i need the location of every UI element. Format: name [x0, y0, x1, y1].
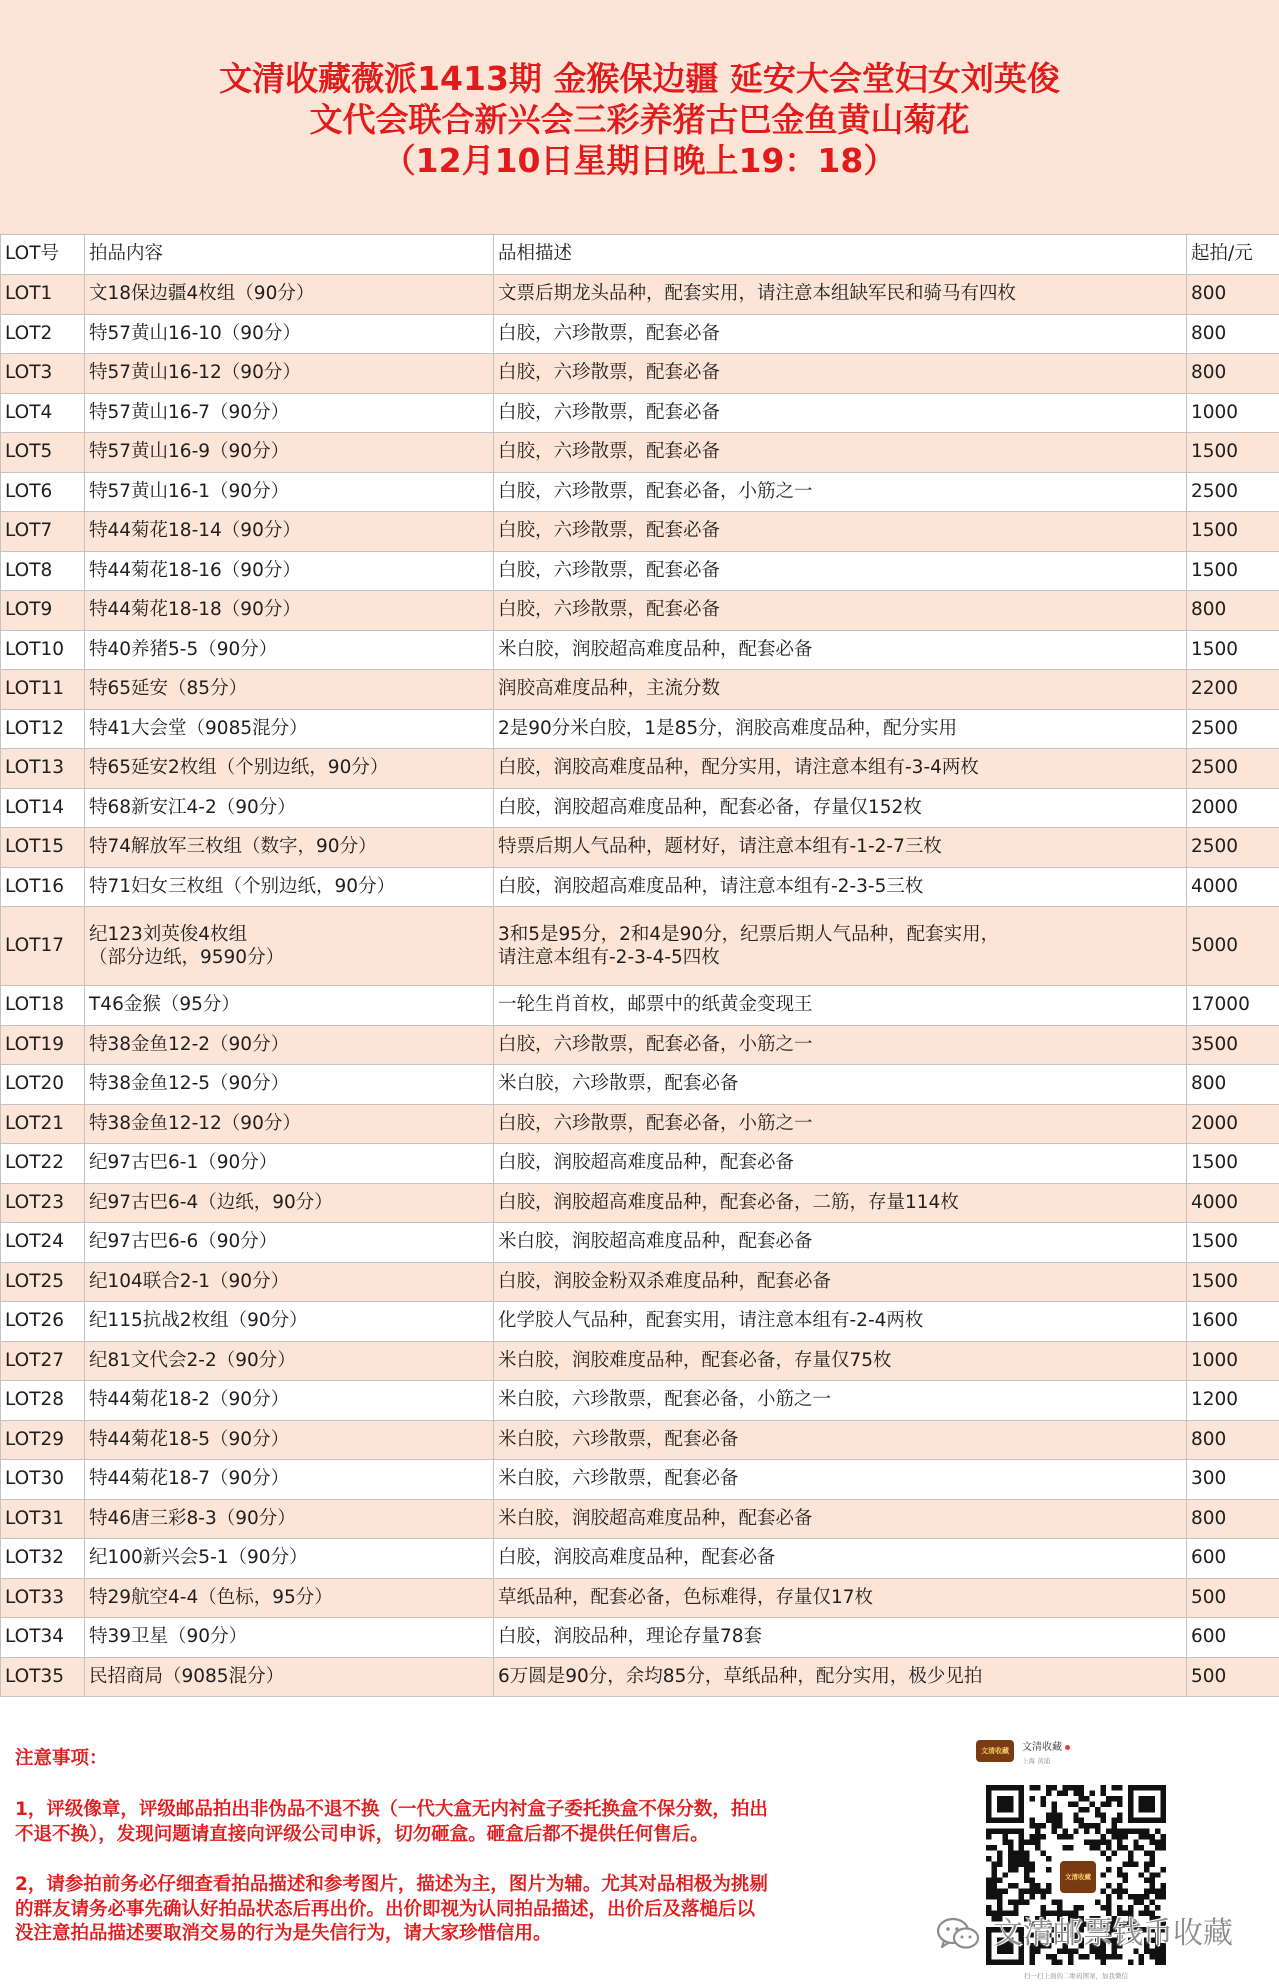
item-cell: 特57黄山16-9（90分）: [85, 433, 494, 473]
item-cell: 纪97古巴6-4（边纸，90分）: [85, 1183, 494, 1223]
table-row: [1, 433, 1279, 473]
table-row: [1, 788, 1279, 828]
note-line: 1，评级像章，评级邮品拍出非伪品不退不换（一代大盒无内衬盒子委托换盒不保分数，拍出: [15, 1799, 768, 1820]
desc-cell: 一轮生肖首枚，邮票中的纸黄金变现王: [494, 986, 1187, 1026]
note-line: 没注意拍品描述要取消交易的行为是失信行为，请大家珍惜信用。: [15, 1923, 552, 1944]
lot-cell: LOT27: [1, 1341, 85, 1381]
lot-cell: LOT32: [1, 1539, 85, 1579]
table-row: [1, 986, 1279, 1026]
header-lot: LOT号: [1, 235, 85, 275]
lot-cell: LOT25: [1, 1262, 85, 1302]
item-cell: 特41大会堂（9085混分）: [85, 709, 494, 749]
lot-cell: LOT33: [1, 1578, 85, 1618]
item-cell: 特44菊花18-14（90分）: [85, 512, 494, 552]
qr-account-name-text: 文清收藏: [1022, 1742, 1062, 1753]
price-cell: 800: [1187, 591, 1279, 631]
note-line: 2，请参拍前务必仔细查看拍品描述和参考图片，描述为主，图片为辅。尤其对品相极为挑剔: [15, 1874, 768, 1895]
desc-cell: 白胶，润胶高难度品种，配套必备: [494, 1539, 1187, 1579]
desc-cell: 白胶，六珍散票，配套必备: [494, 433, 1187, 473]
desc-cell: 米白胶，六珍散票，配套必备: [494, 1065, 1187, 1105]
price-cell: 800: [1187, 314, 1279, 354]
lot-cell: LOT21: [1, 1104, 85, 1144]
lot-cell: LOT34: [1, 1618, 85, 1658]
lot-cell: LOT23: [1, 1183, 85, 1223]
lot-cell: LOT18: [1, 986, 85, 1026]
table-row: [1, 1657, 1279, 1697]
item-cell: 特68新安江4-2（90分）: [85, 788, 494, 828]
price-cell: 2200: [1187, 670, 1279, 710]
price-cell: 800: [1187, 1065, 1279, 1105]
desc-cell: 白胶，六珍散票，配套必备，小筋之一: [494, 1104, 1187, 1144]
price-cell: 800: [1187, 354, 1279, 394]
qr-caption: 扫一扫上面的二维码图案，加我微信: [1024, 1972, 1128, 1980]
price-cell: 1500: [1187, 433, 1279, 473]
desc-cell: 白胶，六珍散票，配套必备: [494, 591, 1187, 631]
table-row: [1, 1183, 1279, 1223]
table-header-row: [1, 235, 1279, 275]
lot-cell: LOT6: [1, 472, 85, 512]
lot-cell: LOT2: [1, 314, 85, 354]
lot-cell: LOT11: [1, 670, 85, 710]
item-cell: 特65延安（85分）: [85, 670, 494, 710]
desc-cell: 化学胶人气品种，配套实用，请注意本组有-2-4两枚: [494, 1302, 1187, 1342]
table-row: [1, 1460, 1279, 1500]
price-cell: 300: [1187, 1460, 1279, 1500]
price-cell: 800: [1187, 275, 1279, 315]
desc-cell: 白胶，六珍散票，配套必备，小筋之一: [494, 472, 1187, 512]
lot-cell: LOT4: [1, 393, 85, 433]
lot-cell: LOT28: [1, 1381, 85, 1421]
table-row: [1, 1539, 1279, 1579]
lot-cell: LOT30: [1, 1460, 85, 1500]
price-cell: 17000: [1187, 986, 1279, 1026]
table-row: [1, 630, 1279, 670]
lot-cell: LOT22: [1, 1144, 85, 1184]
desc-cell: 文票后期龙头品种，配套实用，请注意本组缺军民和骑马有四枚: [494, 275, 1187, 315]
lot-cell: LOT15: [1, 828, 85, 868]
item-cell: 纪81文代会2-2（90分）: [85, 1341, 494, 1381]
desc-cell: 米白胶，六珍散票，配套必备: [494, 1420, 1187, 1460]
table-row: [1, 472, 1279, 512]
table-row: [1, 1302, 1279, 1342]
item-cell: 特44菊花18-5（90分）: [85, 1420, 494, 1460]
desc-cell: 3和5是95分，2和4是90分，纪票后期人气品种，配套实用， 请注意本组有-2-3-4-5四枚: [494, 907, 1187, 986]
item-cell: 纪100新兴会5-1（90分）: [85, 1539, 494, 1579]
desc-cell: 白胶，六珍散票，配套必备: [494, 393, 1187, 433]
price-cell: 2500: [1187, 472, 1279, 512]
table-row: [1, 828, 1279, 868]
item-cell: 特57黄山16-7（90分）: [85, 393, 494, 433]
table-row: [1, 1341, 1279, 1381]
item-cell: 纪123刘英俊4枚组 （部分边纸，9590分）: [85, 907, 494, 986]
desc-cell: 白胶，六珍散票，配套必备: [494, 551, 1187, 591]
table-row: [1, 354, 1279, 394]
item-cell: 特57黄山16-12（90分）: [85, 354, 494, 394]
table-row: [1, 1223, 1279, 1263]
auction-lot-table: [0, 234, 1279, 1697]
table-row: [1, 1104, 1279, 1144]
lot-cell: LOT24: [1, 1223, 85, 1263]
table-row: [1, 709, 1279, 749]
desc-cell: 特票后期人气品种，题材好，请注意本组有-1-2-7三枚: [494, 828, 1187, 868]
header-desc: 品相描述: [494, 235, 1187, 275]
header-item: 拍品内容: [85, 235, 494, 275]
item-cell: 特38金鱼12-2（90分）: [85, 1025, 494, 1065]
item-cell: 特44菊花18-7（90分）: [85, 1460, 494, 1500]
price-cell: 1500: [1187, 551, 1279, 591]
desc-cell: 白胶，润胶超高难度品种，配套必备，二筋，存量114枚: [494, 1183, 1187, 1223]
price-cell: 500: [1187, 1578, 1279, 1618]
item-cell: T46金猴（95分）: [85, 986, 494, 1026]
price-cell: 1500: [1187, 1223, 1279, 1263]
table-row: [1, 670, 1279, 710]
lot-cell: LOT12: [1, 709, 85, 749]
price-cell: 2500: [1187, 709, 1279, 749]
price-cell: 2500: [1187, 749, 1279, 789]
desc-cell: 米白胶，润胶难度品种，配套必备，存量仅75枚: [494, 1341, 1187, 1381]
notes-heading: 注意事项：: [15, 1748, 108, 1769]
desc-cell: 白胶，润胶高难度品种，配分实用，请注意本组有-3-4两枚: [494, 749, 1187, 789]
lot-cell: LOT8: [1, 551, 85, 591]
table-row: [1, 512, 1279, 552]
item-cell: 特44菊花18-18（90分）: [85, 591, 494, 631]
lot-cell: LOT5: [1, 433, 85, 473]
shop-logo: 文清收藏: [976, 1740, 1014, 1762]
item-cell: 特38金鱼12-5（90分）: [85, 1065, 494, 1105]
table-row: [1, 1420, 1279, 1460]
title-banner: [0, 0, 1279, 234]
table-row: [1, 1025, 1279, 1065]
item-cell: 特44菊花18-16（90分）: [85, 551, 494, 591]
lot-cell: LOT17: [1, 907, 85, 986]
table-row: [1, 1578, 1279, 1618]
table-row: [1, 867, 1279, 907]
qr-account-name: [1022, 1741, 1070, 1754]
table-row: [1, 1618, 1279, 1658]
lot-cell: LOT10: [1, 630, 85, 670]
desc-cell: 白胶，润胶品种，理论存量78套: [494, 1618, 1187, 1658]
desc-cell: 米白胶，润胶超高难度品种，配套必备: [494, 1223, 1187, 1263]
table-row: [1, 1065, 1279, 1105]
lot-cell: LOT7: [1, 512, 85, 552]
lot-cell: LOT35: [1, 1657, 85, 1697]
watermark-text: 文清邮票钱币收藏: [993, 1916, 1233, 1951]
title-line-1: 文清收藏薇派1413期 金猴保边疆 延安大会堂妇女刘英俊: [219, 59, 1060, 98]
price-cell: 3500: [1187, 1025, 1279, 1065]
table-row: [1, 1262, 1279, 1302]
lot-cell: LOT31: [1, 1499, 85, 1539]
desc-cell: 白胶，润胶金粉双杀难度品种，配套必备: [494, 1262, 1187, 1302]
item-cell: 特39卫星（90分）: [85, 1618, 494, 1658]
lot-cell: LOT16: [1, 867, 85, 907]
gender-icon: [1065, 1745, 1070, 1750]
lot-cell: LOT1: [1, 275, 85, 315]
table-row: [1, 749, 1279, 789]
desc-cell: 米白胶，六珍散票，配套必备: [494, 1460, 1187, 1500]
table-row: [1, 907, 1279, 986]
item-cell: 民招商局（9085混分）: [85, 1657, 494, 1697]
table-row: [1, 393, 1279, 433]
item-cell: 特65延安2枚组（个别边纸，90分）: [85, 749, 494, 789]
item-cell: 纪97古巴6-6（90分）: [85, 1223, 494, 1263]
item-cell: 文18保边疆4枚组（90分）: [85, 275, 494, 315]
title-line-3: （12月10日星期日晚上19：18）: [382, 141, 897, 180]
price-cell: 1500: [1187, 1144, 1279, 1184]
price-cell: 2000: [1187, 788, 1279, 828]
table-row: [1, 314, 1279, 354]
desc-cell: 白胶，六珍散票，配套必备: [494, 314, 1187, 354]
price-cell: 800: [1187, 1499, 1279, 1539]
desc-cell: 草纸品种，配套必备，色标难得，存量仅17枚: [494, 1578, 1187, 1618]
item-cell: 特40养猪5-5（90分）: [85, 630, 494, 670]
lot-cell: LOT20: [1, 1065, 85, 1105]
price-cell: 1500: [1187, 512, 1279, 552]
note-item-1: [15, 1798, 835, 1847]
price-cell: 800: [1187, 1420, 1279, 1460]
lot-cell: LOT14: [1, 788, 85, 828]
lot-cell: LOT13: [1, 749, 85, 789]
price-cell: 1000: [1187, 1341, 1279, 1381]
price-cell: 2000: [1187, 1104, 1279, 1144]
item-cell: 特71妇女三枚组（个别边纸，90分）: [85, 867, 494, 907]
item-cell: 纪104联合2-1（90分）: [85, 1262, 494, 1302]
desc-cell: 米白胶，润胶超高难度品种，配套必备: [494, 630, 1187, 670]
desc-cell: 白胶，六珍散票，配套必备: [494, 354, 1187, 394]
title-line-2: 文代会联合新兴会三彩养猪古巴金鱼黄山菊花: [309, 100, 970, 139]
lot-cell: LOT29: [1, 1420, 85, 1460]
desc-cell: 白胶，润胶超高难度品种，配套必备，存量仅152枚: [494, 788, 1187, 828]
item-cell: 特57黄山16-1（90分）: [85, 472, 494, 512]
desc-cell: 润胶高难度品种，主流分数: [494, 670, 1187, 710]
item-cell: 特74解放军三枚组（数字，90分）: [85, 828, 494, 868]
lot-cell: LOT3: [1, 354, 85, 394]
desc-cell: 米白胶，六珍散票，配套必备，小筋之一: [494, 1381, 1187, 1421]
item-cell: 纪115抗战2枚组（90分）: [85, 1302, 494, 1342]
price-cell: 1600: [1187, 1302, 1279, 1342]
lot-cell: LOT26: [1, 1302, 85, 1342]
desc-cell: 6万圆是90分，余均85分，草纸品种，配分实用，极少见拍: [494, 1657, 1187, 1697]
lot-cell: LOT19: [1, 1025, 85, 1065]
item-cell: 纪97古巴6-1（90分）: [85, 1144, 494, 1184]
lot-cell: LOT9: [1, 591, 85, 631]
table-row: [1, 591, 1279, 631]
wechat-icon: [934, 1914, 984, 1954]
table-row: [1, 1144, 1279, 1184]
desc-cell: 2是90分米白胶，1是85分，润胶高难度品种，配分实用: [494, 709, 1187, 749]
note-line: 不退不换），发现问题请直接向评级公司申诉，切勿砸盒。砸盒后都不提供任何售后。: [15, 1823, 709, 1845]
desc-cell: 白胶，六珍散票，配套必备，小筋之一: [494, 1025, 1187, 1065]
item-cell: 特57黄山16-10（90分）: [85, 314, 494, 354]
price-cell: 5000: [1187, 907, 1279, 986]
price-cell: 2500: [1187, 828, 1279, 868]
desc-cell: 白胶，润胶超高难度品种，配套必备: [494, 1144, 1187, 1184]
price-cell: 4000: [1187, 867, 1279, 907]
table-row: [1, 275, 1279, 315]
price-cell: 1200: [1187, 1381, 1279, 1421]
note-item-2: [15, 1873, 835, 1947]
price-cell: 1000: [1187, 393, 1279, 433]
note-line: 的群友请务必事先确认好拍品状态后再出价。出价即视为认同拍品描述，出价后及落槌后以: [15, 1898, 756, 1920]
qr-location: 上海 黄浦: [1022, 1757, 1051, 1765]
item-cell: 特29航空4-4（色标，95分）: [85, 1578, 494, 1618]
desc-cell: 白胶，六珍散票，配套必备: [494, 512, 1187, 552]
table-row: [1, 1381, 1279, 1421]
qr-center-logo: 文清收藏: [1058, 1859, 1098, 1895]
price-cell: 600: [1187, 1618, 1279, 1658]
desc-cell: 白胶，润胶超高难度品种，请注意本组有-2-3-5三枚: [494, 867, 1187, 907]
item-cell: 特46唐三彩8-3（90分）: [85, 1499, 494, 1539]
table-row: [1, 551, 1279, 591]
price-cell: 1500: [1187, 1262, 1279, 1302]
price-cell: 600: [1187, 1539, 1279, 1579]
price-cell: 4000: [1187, 1183, 1279, 1223]
desc-cell: 米白胶，润胶超高难度品种，配套必备: [494, 1499, 1187, 1539]
price-cell: 500: [1187, 1657, 1279, 1697]
item-cell: 特38金鱼12-12（90分）: [85, 1104, 494, 1144]
price-cell: 1500: [1187, 630, 1279, 670]
item-cell: 特44菊花18-2（90分）: [85, 1381, 494, 1421]
table-row: [1, 1499, 1279, 1539]
header-price: 起拍/元: [1187, 235, 1279, 275]
